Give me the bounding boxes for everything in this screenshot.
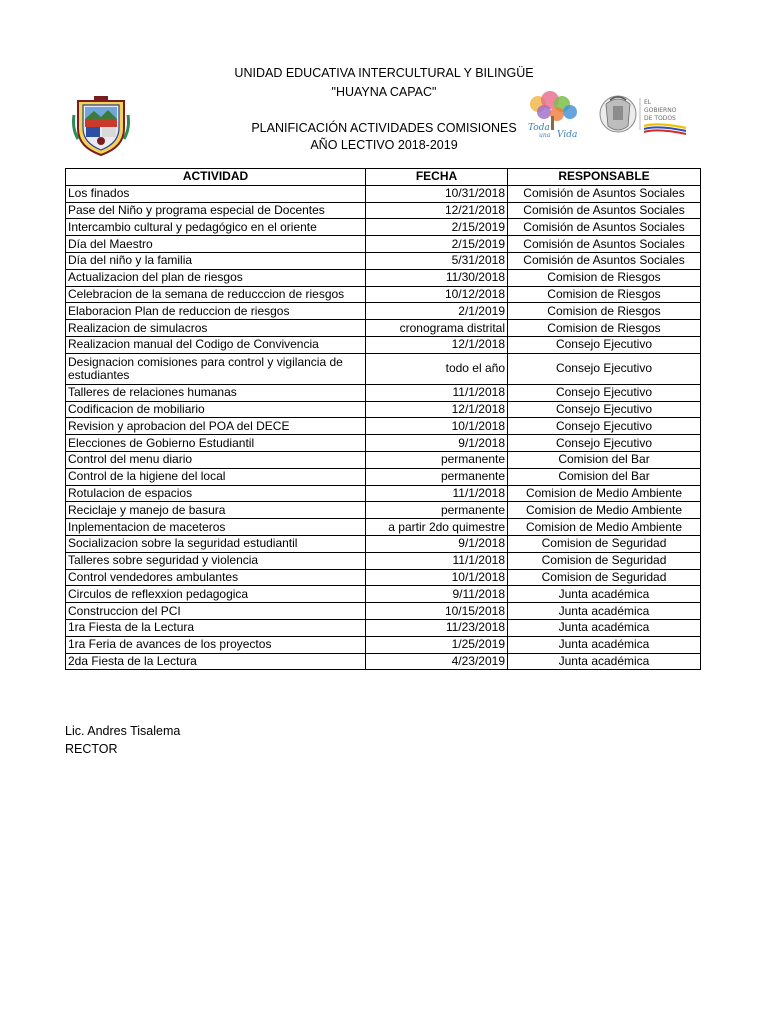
activity-cell: Los finados: [66, 185, 366, 202]
activity-cell: Talleres de relaciones humanas: [66, 384, 366, 401]
date-cell: 1/25/2019: [366, 636, 508, 653]
table-row: [66, 236, 701, 253]
date-cell: 12/21/2018: [366, 202, 508, 219]
responsible-cell: Comision de Medio Ambiente: [508, 519, 701, 536]
table-row: [66, 336, 701, 353]
table-row: [66, 418, 701, 435]
activity-cell: Día del niño y la familia: [66, 252, 366, 269]
responsible-cell: Junta académica: [508, 636, 701, 653]
responsible-cell: Junta académica: [508, 603, 701, 620]
gobierno-de-todos-logo: [598, 92, 690, 136]
date-cell: 9/1/2018: [366, 435, 508, 452]
table-row: [66, 485, 701, 502]
date-cell: 2/15/2019: [366, 236, 508, 253]
table-row: [66, 252, 701, 269]
column-header-fecha: FECHA: [366, 169, 508, 186]
date-cell: 10/1/2018: [366, 418, 508, 435]
activity-cell: Construccion del PCI: [66, 603, 366, 620]
activity-cell: Pase del Niño y programa especial de Docentes: [66, 202, 366, 219]
table-row: [66, 451, 701, 468]
table-row: [66, 353, 701, 384]
activity-cell: Elecciones de Gobierno Estudiantil: [66, 435, 366, 452]
activity-cell: Control del menu diario: [66, 451, 366, 468]
date-cell: 12/1/2018: [366, 336, 508, 353]
responsible-cell: Comision de Seguridad: [508, 535, 701, 552]
table-row: [66, 519, 701, 536]
responsible-cell: Comisión de Asuntos Sociales: [508, 236, 701, 253]
table-row: [66, 384, 701, 401]
table-header-row: [66, 169, 701, 186]
activity-cell: Circulos de reflexxion pedagogica: [66, 586, 366, 603]
table-row: [66, 569, 701, 586]
date-cell: 10/31/2018: [366, 185, 508, 202]
responsible-cell: Consejo Ejecutivo: [508, 401, 701, 418]
table-row: [66, 286, 701, 303]
responsible-cell: Comision de Riesgos: [508, 303, 701, 320]
date-cell: 9/1/2018: [366, 535, 508, 552]
activity-cell: Celebracion de la semana de reducccion de riesgos: [66, 286, 366, 303]
responsible-cell: Junta académica: [508, 586, 701, 603]
activity-cell: Intercambio cultural y pedagógico en el oriente: [66, 219, 366, 236]
responsible-cell: Comision de Seguridad: [508, 569, 701, 586]
gobierno-text: GOBIERNO: [644, 107, 677, 114]
date-cell: 11/30/2018: [366, 269, 508, 286]
date-cell: permanente: [366, 468, 508, 485]
column-header-actividad: ACTIVIDAD: [66, 169, 366, 186]
date-cell: 5/31/2018: [366, 252, 508, 269]
table-row: [66, 619, 701, 636]
activity-cell: Talleres sobre seguridad y violencia: [66, 552, 366, 569]
activity-cell: Elaboracion Plan de reduccion de riesgos: [66, 303, 366, 320]
date-cell: 2/15/2019: [366, 219, 508, 236]
activities-table: [65, 168, 701, 670]
date-cell: cronograma distrital: [366, 320, 508, 337]
table-row: [66, 653, 701, 670]
responsible-cell: Consejo Ejecutivo: [508, 353, 701, 384]
responsible-cell: Consejo Ejecutivo: [508, 418, 701, 435]
date-cell: permanente: [366, 451, 508, 468]
responsible-cell: Junta académica: [508, 619, 701, 636]
table-row: [66, 603, 701, 620]
table-row: [66, 219, 701, 236]
date-cell: 10/15/2018: [366, 603, 508, 620]
school-name: UNIDAD EDUCATIVA INTERCULTURAL Y BILINGÜE: [234, 66, 534, 80]
responsible-cell: Comision de Riesgos: [508, 269, 701, 286]
date-cell: permanente: [366, 502, 508, 519]
toda-una-vida-logo: [524, 90, 580, 140]
school-year: AÑO LECTIVO 2018-2019: [310, 138, 458, 152]
responsible-cell: Comision de Medio Ambiente: [508, 502, 701, 519]
school-crest-icon: [72, 95, 130, 157]
school-subtitle: "HUAYNA CAPAC": [331, 85, 437, 99]
activity-cell: Designacion comisiones para control y vigilancia de estudiantes: [66, 353, 366, 384]
activity-cell: Rotulacion de espacios: [66, 485, 366, 502]
responsible-cell: Comision de Riesgos: [508, 320, 701, 337]
activity-cell: Día del Maestro: [66, 236, 366, 253]
table-row: [66, 468, 701, 485]
activity-cell: 2da Fiesta de la Lectura: [66, 653, 366, 670]
table-row: [66, 202, 701, 219]
document-title: PLANIFICACIÓN ACTIVIDADES COMISIONES: [251, 121, 517, 135]
responsible-cell: Consejo Ejecutivo: [508, 384, 701, 401]
date-cell: todo el año: [366, 353, 508, 384]
activity-cell: Socializacion sobre la seguridad estudiantil: [66, 535, 366, 552]
date-cell: a partir 2do quimestre: [366, 519, 508, 536]
activity-cell: Reciclaje y manejo de basura: [66, 502, 366, 519]
signatory-name: Lic. Andres Tisalema: [65, 724, 181, 738]
activity-cell: Codificacion de mobiliario: [66, 401, 366, 418]
date-cell: 9/11/2018: [366, 586, 508, 603]
table-row: [66, 185, 701, 202]
responsible-cell: Comisión de Asuntos Sociales: [508, 219, 701, 236]
responsible-cell: Comision de Medio Ambiente: [508, 485, 701, 502]
date-cell: 10/12/2018: [366, 286, 508, 303]
responsible-cell: Consejo Ejecutivo: [508, 435, 701, 452]
responsible-cell: Comision de Seguridad: [508, 552, 701, 569]
table-row: [66, 401, 701, 418]
table-row: [66, 502, 701, 519]
activity-cell: Realizacion de simulacros: [66, 320, 366, 337]
de-todos-text: DE TODOS: [644, 115, 676, 122]
responsible-cell: Consejo Ejecutivo: [508, 336, 701, 353]
table-body: [66, 185, 701, 670]
toda-text: Toda: [528, 123, 550, 133]
date-cell: 4/23/2019: [366, 653, 508, 670]
table-row: [66, 435, 701, 452]
date-cell: 11/1/2018: [366, 485, 508, 502]
activity-cell: Control vendedores ambulantes: [66, 569, 366, 586]
responsible-cell: Comision del Bar: [508, 451, 701, 468]
table-row: [66, 586, 701, 603]
table-row: [66, 552, 701, 569]
activity-cell: Actualizacion del plan de riesgos: [66, 269, 366, 286]
vida-text: Vida: [557, 130, 578, 140]
activity-cell: Inplementacion de maceteros: [66, 519, 366, 536]
activity-cell: Control de la higiene del local: [66, 468, 366, 485]
table-row: [66, 535, 701, 552]
column-header-responsable: RESPONSABLE: [508, 169, 701, 186]
responsible-cell: Comision del Bar: [508, 468, 701, 485]
table-row: [66, 303, 701, 320]
date-cell: 2/1/2019: [366, 303, 508, 320]
activity-cell: 1ra Fiesta de la Lectura: [66, 619, 366, 636]
activity-cell: Revision y aprobacion del POA del DECE: [66, 418, 366, 435]
responsible-cell: Comisión de Asuntos Sociales: [508, 252, 701, 269]
date-cell: 11/1/2018: [366, 552, 508, 569]
activity-cell: Realizacion manual del Codigo de Convivencia: [66, 336, 366, 353]
una-text: una: [539, 132, 551, 139]
table-row: [66, 636, 701, 653]
responsible-cell: Junta académica: [508, 653, 701, 670]
signatory-title: RECTOR: [65, 742, 118, 756]
el-text: EL: [644, 99, 652, 106]
responsible-cell: Comision de Riesgos: [508, 286, 701, 303]
responsible-cell: Comisión de Asuntos Sociales: [508, 185, 701, 202]
activity-cell: 1ra Feria de avances de los proyectos: [66, 636, 366, 653]
responsible-cell: Comisión de Asuntos Sociales: [508, 202, 701, 219]
date-cell: 11/23/2018: [366, 619, 508, 636]
table-row: [66, 269, 701, 286]
date-cell: 11/1/2018: [366, 384, 508, 401]
date-cell: 10/1/2018: [366, 569, 508, 586]
table-row: [66, 320, 701, 337]
date-cell: 12/1/2018: [366, 401, 508, 418]
